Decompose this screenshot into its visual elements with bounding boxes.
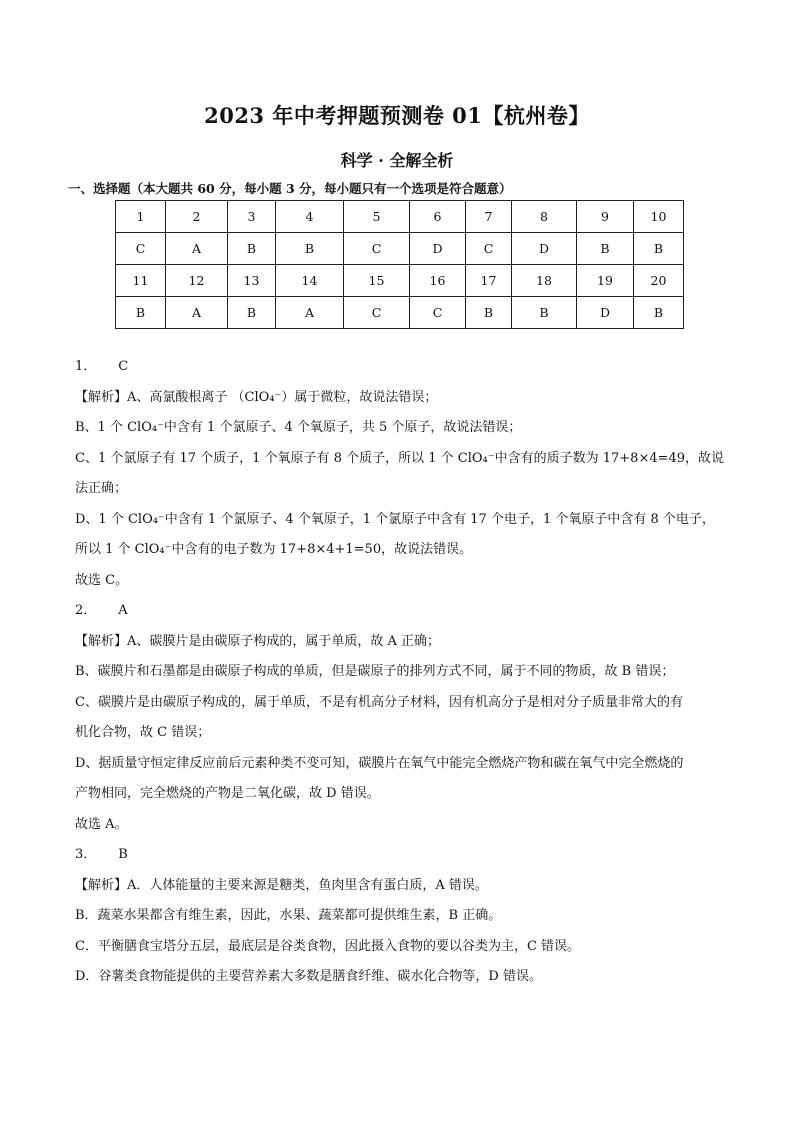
table-cell: 6: [410, 201, 466, 233]
table-cell: 4: [276, 201, 344, 233]
question-heading: [75, 596, 725, 627]
table-cell: B: [228, 297, 276, 329]
table-cell: 5: [344, 201, 410, 233]
table-cell: 9: [577, 201, 634, 233]
question-answer: C: [118, 359, 129, 374]
table-cell: A: [166, 297, 228, 329]
table-cell: A: [276, 297, 344, 329]
table-cell: B: [634, 233, 684, 265]
table-cell: 10: [634, 201, 684, 233]
table-cell: A: [166, 233, 228, 265]
explanation-body: [75, 352, 725, 993]
section-heading: 一、选择题（本大题共 60 分，每小题 3 分，每小题只有一个选项是符合题意）: [68, 181, 512, 196]
explanation-line: B、碳膜片和石墨都是由碳原子构成的单质，但是碳原子的排列方式不同，属于不同的物质，故 B 错误；: [75, 664, 675, 679]
table-cell: 3: [228, 201, 276, 233]
page-subtitle: 科学 · 全解全析: [340, 151, 454, 170]
answer-table-body: [116, 201, 684, 329]
table-cell: 7: [466, 201, 512, 233]
explanation-line: 故选 C。: [75, 572, 129, 588]
table-cell: 8: [512, 201, 577, 233]
question-answer: A: [118, 603, 128, 618]
explanation-line: D、1 个 ClO₄⁻中含有 1 个氯原子、4 个氧原子，1 个氯原子中含有 17 个电子，1 个氧原子中含有 8 个电子，: [75, 511, 715, 527]
table-cell: 12: [166, 265, 228, 297]
table-cell: B: [276, 233, 344, 265]
explanation-line: B．蔬菜水果都含有维生素，因此，水果、蔬菜都可提供维生素，B 正确。: [75, 908, 502, 923]
question-heading: [75, 840, 725, 871]
table-cell: 14: [276, 265, 344, 297]
explanation-line: 所以 1 个 ClO₄⁻中含有的电子数为 17+8×4+1=50，故说法错误。: [75, 542, 473, 557]
table-cell: C: [410, 297, 466, 329]
explanation-line: D、据质量守恒定律反应前后元素种类不变可知，碳膜片在氧气中能完全燃烧产物和碳在氧气中完全燃烧的: [75, 755, 684, 771]
explanation-line: C、碳膜片是由碳原子构成的，属于单质，不是有机高分子材料，因有机高分子是相对分子质量非常大的有: [75, 694, 683, 710]
explanation-line: C、1 个氯原子有 17 个质子，1 个氧原子有 8 个质子，所以 1 个 ClO₄⁻中含有的质子数为 17+8×4=49，故说: [75, 450, 725, 466]
table-cell: C: [344, 297, 410, 329]
explanation-line: D．谷薯类食物能提供的主要营养素大多数是膳食纤维、碳水化合物等，D 错误。: [75, 969, 542, 984]
question-answer: B: [118, 847, 128, 862]
explanation-line: 【解析】A、碳膜片是由碳原子构成的，属于单质，故 A 正确；: [75, 633, 441, 649]
table-cell: 11: [116, 265, 166, 297]
table-cell: D: [512, 233, 577, 265]
table-cell: C: [116, 233, 166, 265]
table-cell: C: [466, 233, 512, 265]
table-cell: B: [512, 297, 577, 329]
explanation-line: 机化合物，故 C 错误；: [75, 725, 211, 740]
explanation-line: 【解析】A、高氯酸根离子 （ClO₄⁻）属于微粒，故说法错误；: [75, 389, 438, 405]
answer-table: [115, 200, 684, 329]
table-row: [116, 233, 684, 265]
table-cell: 19: [577, 265, 634, 297]
table-cell: 18: [512, 265, 577, 297]
table-cell: 2: [166, 201, 228, 233]
table-cell: 13: [228, 265, 276, 297]
question-number: 2．: [75, 603, 97, 618]
question-number: 1．: [75, 359, 97, 374]
table-cell: B: [228, 233, 276, 265]
table-row: [116, 265, 684, 297]
explanation-line: B、1 个 ClO₄⁻中含有 1 个氯原子、4 个氧原子，共 5 个原子，故说法错误；: [75, 420, 522, 435]
table-cell: B: [116, 297, 166, 329]
table-row: [116, 201, 684, 233]
explanation-line: 产物相同，完全燃烧的产物是二氧化碳，故 D 错误。: [75, 786, 380, 801]
table-cell: 1: [116, 201, 166, 233]
explanation-line: C．平衡膳食宝塔分五层，最底层是谷类食物，因此摄入食物的要以谷类为主，C 错误。: [75, 938, 581, 954]
table-cell: 15: [344, 265, 410, 297]
question-number: 3．: [75, 847, 97, 862]
table-cell: C: [344, 233, 410, 265]
table-cell: D: [577, 297, 634, 329]
table-cell: 17: [466, 265, 512, 297]
table-cell: B: [466, 297, 512, 329]
explanation-line: 【解析】A．人体能量的主要来源是糖类，鱼肉里含有蛋白质，A 错误。: [75, 877, 488, 893]
table-cell: 20: [634, 265, 684, 297]
table-cell: D: [410, 233, 466, 265]
table-cell: B: [577, 233, 634, 265]
table-cell: B: [634, 297, 684, 329]
table-row: [116, 297, 684, 329]
explanation-line: 故选 A。: [75, 816, 128, 832]
question-heading: [75, 352, 725, 383]
table-cell: 16: [410, 265, 466, 297]
page-title: 2023 年中考押题预测卷 01【杭州卷】: [204, 103, 590, 128]
explanation-line: 法正确；: [75, 481, 128, 496]
